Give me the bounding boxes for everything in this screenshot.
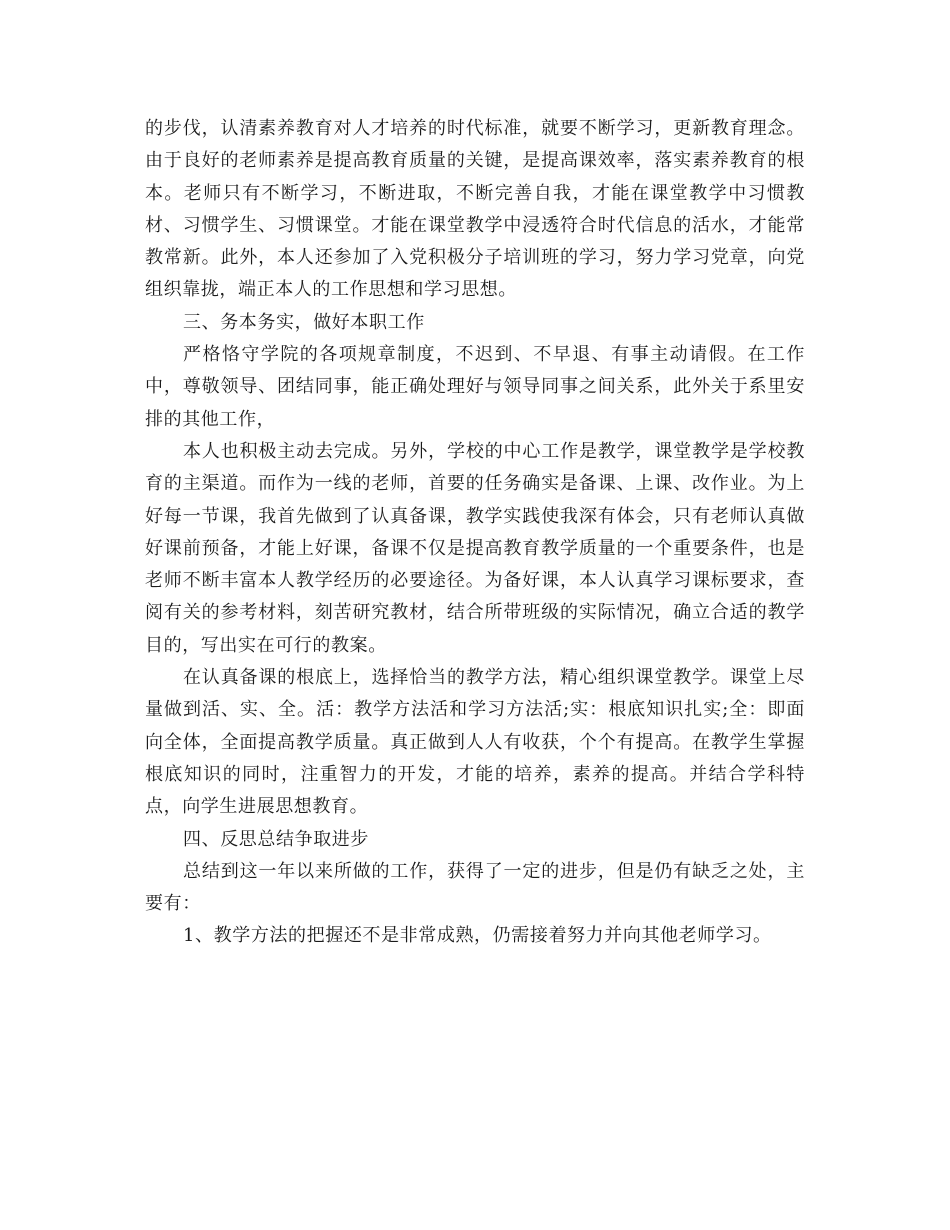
paragraph-teaching-method: 在认真备课的根底上，选择恰当的教学方法，精心组织课堂教学。课堂上尽量做到活、实、全。活：教学方法活和学习方法活;实：根底知识扎实;全：即面向全体，全面提高教学质量。真正做到人人有收获，个个有提高。在教学生掌握根底知识的同时，注重智力的开发，才能的培养，素养的提高。并结合学科特点，向学生进展思想教育。 <box>145 667 805 818</box>
paragraph-summary: 总结到这一年以来所做的工作，获得了一定的进步，但是仍有缺乏之处，主要有： <box>145 860 805 915</box>
list-item-1: 1、教学方法的把握还不是非常成熟，仍需接着努力并向其他老师学习。 <box>183 925 772 947</box>
document-body <box>145 113 805 953</box>
paragraph-rules: 严格恪守学院的各项规章制度，不迟到、不早退、有事主动请假。在工作中，尊敬领导、团结同事，能正确处理好与领导同事之间关系，此外关于系里安排的其他工作， <box>145 344 805 430</box>
section-heading-4: 四、反思总结争取进步 <box>183 828 369 850</box>
paragraph-lesson-prep: 本人也积极主动去完成。另外，学校的中心工作是教学，课堂教学是学校教育的主渠道。而作为一线的老师，首要的任务确实是备课、上课、改作业。为上好每一节课，我首先做到了认真备课，教学实践使我深有体会，只有老师认真做好课前预备，才能上好课，备课不仅是提高教育教学质量的一个重要条件，也是老师不断丰富本人教学经历的必要途径。为备好课，本人认真学习课标要求，查阅有关的参考材料，刻苦研究教材，结合所带班级的实际情况，确立合适的教学目的，写出实在可行的教案。 <box>145 440 805 656</box>
paragraph-continuation: 的步伐，认清素养教育对人才培养的时代标准，就要不断学习，更新教育理念。由于良好的老师素养是提高教育质量的关键，是提高课效率，落实素养教育的根本。老师只有不断学习，不断进取，不断完善自我，才能在课堂教学中习惯教材、习惯学生、习惯课堂。才能在课堂教学中浸透符合时代信息的活水，才能常教常新。此外，本人还参加了入党积极分子培训班的学习，努力学习党章，向党组织靠拢，端正本人的工作思想和学习思想。 <box>145 118 805 301</box>
section-heading-3: 三、务本务实，做好本职工作 <box>183 311 425 333</box>
